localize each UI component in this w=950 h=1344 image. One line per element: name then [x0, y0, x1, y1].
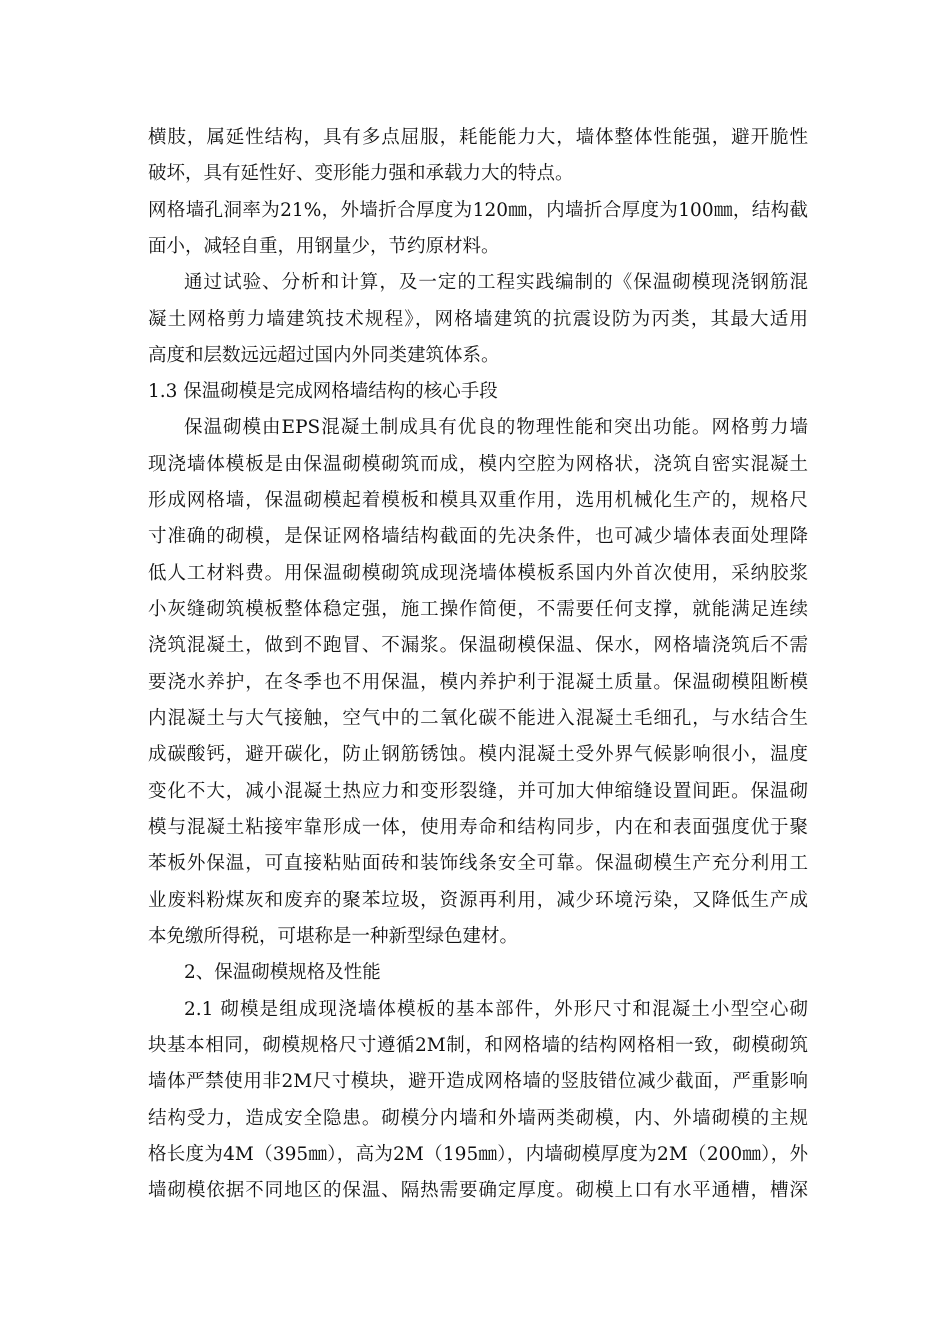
text-line: 块基本相同，砌模规格尺寸遵循2M制，和网格墙的结构网格相一致，砌模砌筑	[148, 1035, 808, 1056]
text-line: 面小，减轻自重，用钢量少，节约原材料。	[148, 236, 500, 257]
text-line: 墙体严禁使用非2M尺寸模块，避开造成网格墙的竖肢错位减少截面，严重影响	[148, 1071, 808, 1092]
text-line: 格长度为4M（395㎜），高为2M（195㎜），内墙砌模厚度为2M（200㎜），外	[148, 1144, 808, 1165]
text-line: 破坏，具有延性好、变形能力强和承载力大的特点。	[148, 163, 574, 184]
section-heading: 1.3 保温砌模是完成网格墙结构的核心手段	[148, 381, 498, 402]
text-line: 横肢，属延性结构，具有多点屈服，耗能能力大，墙体整体性能强，避开脆性	[148, 127, 808, 148]
text-line: 业废料粉煤灰和废弃的聚苯垃圾，资源再利用，减少环境污染，又降低生产成	[148, 890, 808, 911]
text-line: 形成网格墙，保温砌模起着模板和模具双重作用，选用机械化生产的，规格尺	[148, 490, 808, 511]
text-line: 浇筑混凝土，做到不跑冒、不漏浆。保温砌模保温、保水，网格墙浇筑后不需	[148, 635, 808, 656]
text-line: 小灰缝砌筑模板整体稳定强，施工操作简便，不需要任何支撑，就能满足连续	[148, 599, 808, 620]
text-line: 现浇墙体模板是由保温砌模砌筑而成，模内空腔为网格状，浇筑自密实混凝土	[148, 454, 808, 475]
text-line: 变化不大，减小混凝土热应力和变形裂缝，并可加大伸缩缝设置间距。保温砌	[148, 781, 808, 802]
text-line: 高度和层数远远超过国内外同类建筑体系。	[148, 345, 500, 366]
text-line: 成碳酸钙，避开碳化，防止钢筋锈蚀。模内混凝土受外界气候影响很小，温度	[148, 744, 808, 765]
text-line: 2.1 砌模是组成现浇墙体模板的基本部件，外形尺寸和混凝土小型空心砌	[184, 999, 808, 1020]
text-line: 模与混凝土粘接牢靠形成一体，使用寿命和结构同步，内在和表面强度优于聚	[148, 817, 808, 838]
text-line: 苯板外保温，可直接粘贴面砖和装饰线条安全可靠。保温砌模生产充分利用工	[148, 853, 808, 874]
text-line: 网格墙孔洞率为21%，外墙折合厚度为120㎜，内墙折合厚度为100㎜，结构截	[148, 200, 808, 221]
text-line: 要浇水养护，在冬季也不用保温，模内养护利于混凝土质量。保温砌模阻断模	[148, 672, 808, 693]
text-line: 凝土网格剪力墙建筑技术规程》，网格墙建筑的抗震设防为丙类，其最大适用	[148, 309, 808, 330]
text-line: 通过试验、分析和计算，及一定的工程实践编制的《保温砌模现浇钢筋混	[184, 272, 808, 293]
text-line: 结构受力，造成安全隐患。砌模分内墙和外墙两类砌模，内、外墙砌模的主规	[148, 1108, 808, 1129]
section-heading: 2、保温砌模规格及性能	[184, 962, 381, 983]
text-line: 寸准确的砌模，是保证网格墙结构截面的先决条件，也可减少墙体表面处理降	[148, 526, 808, 547]
text-line: 保温砌模由EPS混凝土制成具有优良的物理性能和突出功能。网格剪力墙	[184, 417, 808, 438]
text-line: 内混凝土与大气接触，空气中的二氧化碳不能进入混凝土毛细孔，与水结合生	[148, 708, 808, 729]
text-line: 低人工材料费。用保温砌模砌筑成现浇墙体模板系国内外首次使用，采纳胶浆	[148, 563, 808, 584]
text-line: 墙砌模依据不同地区的保温、隔热需要确定厚度。砌模上口有水平通槽，槽深	[148, 1180, 808, 1201]
text-line: 本免缴所得税，可堪称是一种新型绿色建材。	[148, 926, 519, 947]
